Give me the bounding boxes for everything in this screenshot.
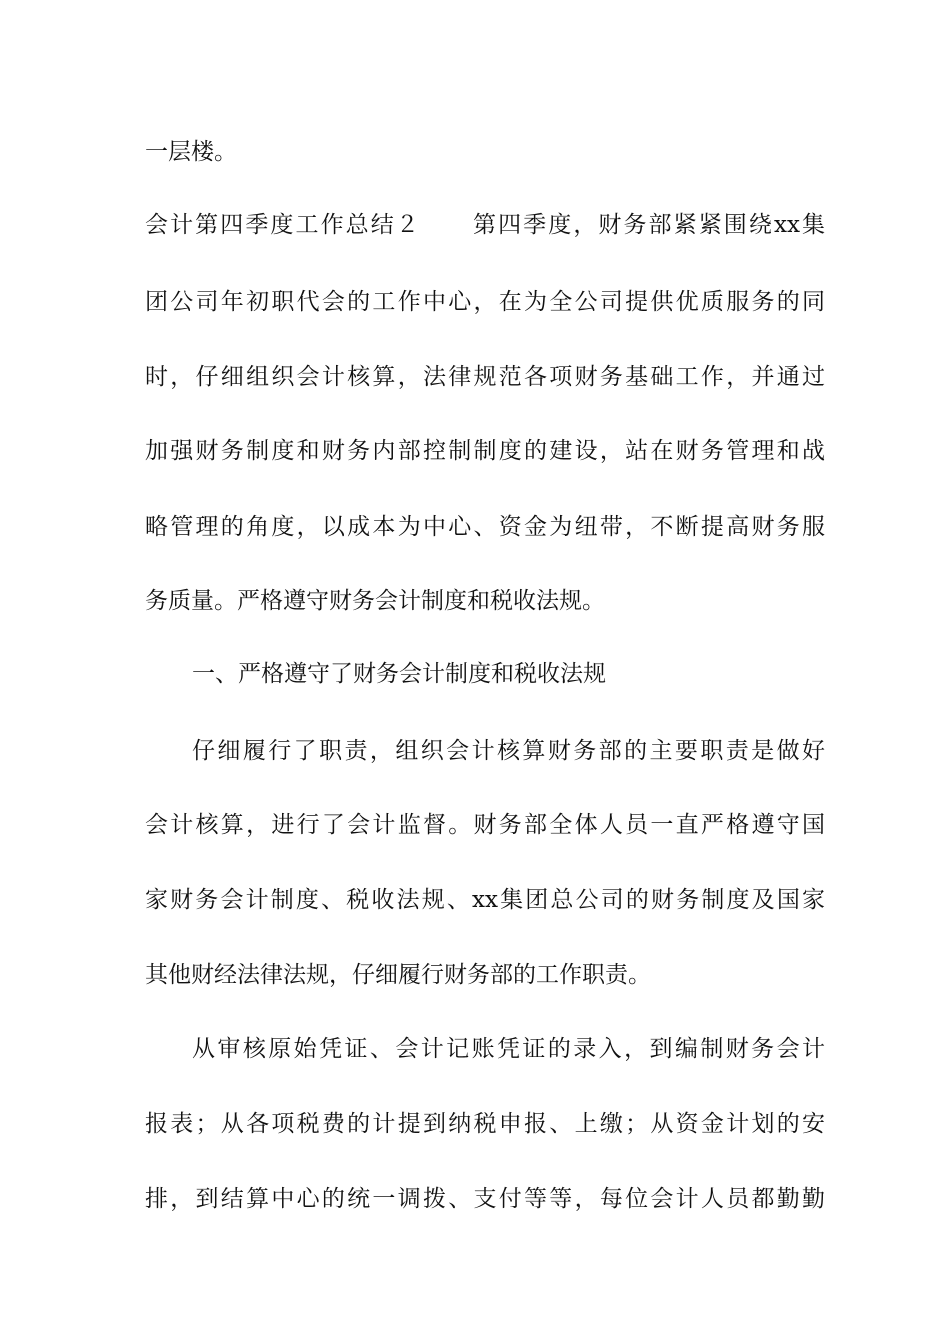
text-line-2-body: 第四季度，财务部紧紧围绕xx集 [470,212,825,238]
text-line-2 [145,208,825,242]
text-line-11: 家财务会计制度、税收法规、xx集团总公司的财务制度及国家 [145,887,825,913]
text-line-15: 排，到结算中心的统一调拨、支付等等，每位会计人员都勤勤 [145,1186,825,1212]
text-line-14: 报表；从各项税费的计提到纳税申报、上缴；从资金计划的安 [145,1111,825,1137]
section-heading: 一、严格遵守了财务会计制度和税收法规 [192,661,606,687]
text-line-12: 其他财经法律法规，仔细履行财务部的工作职责。 [145,962,651,988]
text-line-5: 加强财务制度和财务内部控制制度的建设，站在财务管理和战 [145,438,825,464]
text-line-13: 从审核原始凭证、会计记账凭证的录入，到编制财务会计 [192,1036,825,1062]
text-line-10: 会计核算，进行了会计监督。财务部全体人员一直严格遵守国 [145,812,825,838]
section-title: 会计第四季度工作总结２ [145,212,421,238]
text-line-4: 时，仔细组织会计核算，法律规范各项财务基础工作，并通过 [145,364,825,390]
text-line-3: 团公司年初职代会的工作中心，在为全公司提供优质服务的同 [145,289,825,315]
text-line-6: 略管理的角度，以成本为中心、资金为纽带，不断提高财务服 [145,514,825,540]
text-line-1: 一层楼。 [145,139,237,165]
text-line-9: 仔细履行了职责，组织会计核算财务部的主要职责是做好 [192,738,825,764]
text-line-7: 务质量。严格遵守财务会计制度和税收法规。 [145,588,605,614]
